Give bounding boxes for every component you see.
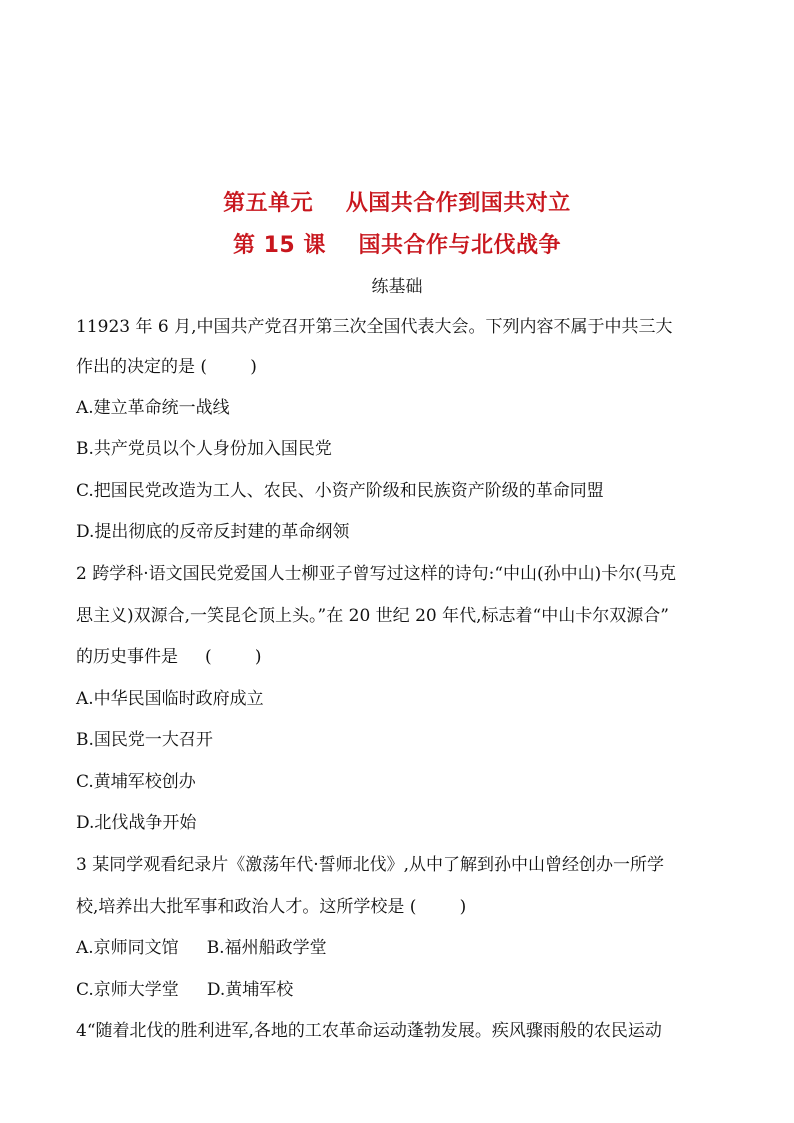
lesson-title: 第 15 课 国共合作与北伐战争 xyxy=(232,233,562,258)
question-2-stem-line-2: 思主义)双源合,一笑昆仑顶上头。”在 20 世纪 20 年代,标志着“中山卡尔双源合” xyxy=(76,606,669,626)
question-1-option-c: C.把国民党改造为工人、农民、小资产阶级和民族资产阶级的革命同盟 xyxy=(76,481,604,501)
question-2-stem-line-3: 的历史事件是 ( ) xyxy=(76,647,262,667)
question-2-option-a: A.中华民国临时政府成立 xyxy=(76,689,264,709)
question-3-option-a: A.京师同文馆 xyxy=(76,938,179,958)
question-1-option-b: B.共产党员以个人身份加入国民党 xyxy=(76,439,332,459)
question-3-option-b: B.福州船政学堂 xyxy=(206,938,327,958)
unit-title: 第五单元 从国共合作到国共对立 xyxy=(223,191,571,216)
question-3-option-d: D.黄埔军校 xyxy=(206,980,294,1000)
section-heading: 练基础 xyxy=(371,277,423,297)
question-3-stem-line-2: 校,培养出大批军事和政治人才。这所学校是 ( ) xyxy=(76,897,467,917)
question-3-option-c: C.京师大学堂 xyxy=(76,980,179,1000)
question-2-stem-line-1: 2 跨学科·语文国民党爱国人士柳亚子曾写过这样的诗句:“中山(孙中山)卡尔(马克 xyxy=(76,564,676,584)
question-1-option-d: D.提出彻底的反帝反封建的革命纲领 xyxy=(76,522,350,542)
question-1-stem-line-2: 作出的决定的是 ( ) xyxy=(76,357,257,377)
question-3-stem-line-1: 3 某同学观看纪录片《激荡年代·誓师北伐》,从中了解到孙中山曾经创办一所学 xyxy=(76,855,665,875)
question-3-options-row-1 xyxy=(76,937,327,959)
question-4-stem-line-1: 4“随着北伐的胜利进军,各地的工农革命运动蓬勃发展。疾风骤雨般的农民运动 xyxy=(76,1021,662,1041)
question-1-stem-line-1: 11923 年 6 月,中国共产党召开第三次全国代表大会。下列内容不属于中共三大 xyxy=(76,317,673,337)
question-2-option-c: C.黄埔军校创办 xyxy=(76,772,196,792)
question-2-option-b: B.国民党一大召开 xyxy=(76,730,213,750)
question-3-options-row-2 xyxy=(76,979,293,1001)
question-1-option-a: A.建立革命统一战线 xyxy=(76,398,230,418)
question-2-option-d: D.北伐战争开始 xyxy=(76,813,197,833)
